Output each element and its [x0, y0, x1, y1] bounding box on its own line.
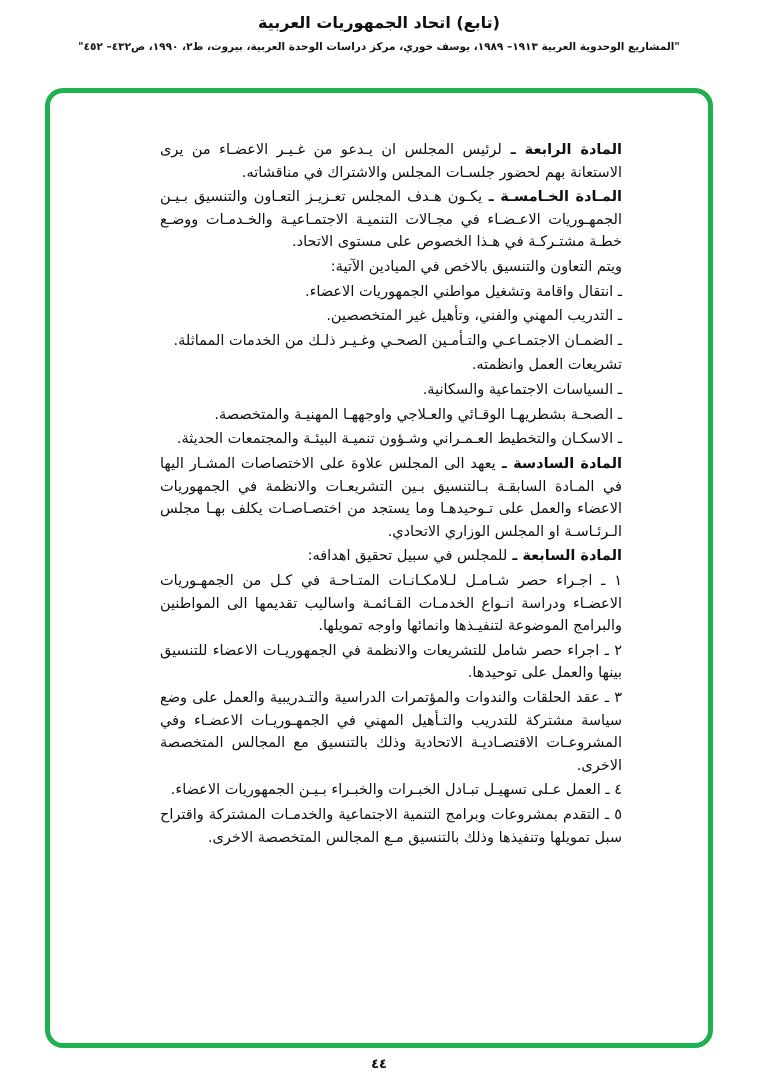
- page-header-title: (تابع) اتحاد الجمهوريات العربية: [258, 13, 500, 32]
- paragraph: [160, 640, 622, 685]
- paragraph: [160, 804, 622, 849]
- paragraph: [160, 779, 622, 802]
- paragraph: [160, 139, 622, 184]
- paragraph-text: يعهد الى المجلس علاوة على الاختصاصات المشـار اليها في المـادة السابقـة بـالتنسيق بـين التشريعـات والانظمة في الجمهوريات الاعضاء والعمل على تـوحيدهـا وما يستجد من اختصـاصـات يكلف بهـا مجلس الـرئـاسـة او المجلس الوزاري الاتحادي.: [160, 455, 622, 540]
- citation-line: "المشاريع الوحدوية العربية ١٩١٣– ١٩٨٩، يوسف خوري، مركز دراسات الوحدة العربية، بيروت، ط٢، ١٩٩٠، ص٤٣٢– ٤٥٢": [78, 41, 680, 53]
- paragraph-text: ـ انتقال واقامة وتشغيل مواطني الجمهوريات الاعضاء.: [304, 283, 622, 300]
- paragraph: [160, 281, 622, 304]
- paragraph: [160, 186, 622, 254]
- paragraph-text: تشريعات العمل وانظمته.: [471, 357, 622, 374]
- text-block: [50, 93, 708, 849]
- paragraph: [160, 379, 622, 402]
- paragraph-text: ـ الاسكـان والتخطيط العـمـراني وشـؤون تنميـة البيئـة والمجتمعات الحديثة.: [176, 431, 622, 448]
- page-number: ٤٤: [371, 1057, 387, 1072]
- paragraph: [160, 687, 622, 777]
- paragraph: [160, 330, 622, 353]
- article-heading: المادة الرابعة ـ: [501, 142, 622, 158]
- paragraph: [160, 545, 622, 568]
- paragraph-text: ٢ ـ اجراء حصر شامل للتشريعات والانظمة في الجمهوريـات الاعضاء للتنسيق بينها والعمل على توحيدها.: [160, 642, 622, 682]
- paragraph: [160, 428, 622, 451]
- article-heading: المادة السادسة ـ: [495, 455, 623, 472]
- paragraph-text: ـ الصحـة بشطريهـا الوقـائي والعـلاجي واوجههـا المهنيـة والمتخصصة.: [214, 406, 622, 423]
- paragraph: [160, 404, 622, 427]
- paragraph: [160, 305, 622, 328]
- paragraph-text: ٣ ـ عقد الحلقات والندوات والمؤتمرات الدراسية والتـدريبية والعمل على وضع سياسة مشتركة للتدريب والتـأهيل المهني في الجمهـوريـات الاعضـاء وفي المشروعـات الاقتصـاديـة الاتحادية وذلك بالتنسيق مع المجالس المتخصصة الاخرى.: [160, 690, 622, 774]
- paragraph-text: ١ ـ اجـراء حصر شـامـل لـلامكـانـات المتـاحـة في كـل من الجمهـوريات الاعضـاء ودراسة انـواع الخدمـات القـائمـة واساليب تقديمها الى المواطنين والبرامج الموضوعة لتنفيـذها وانمائها واوجه تمويلها.: [160, 572, 622, 635]
- paragraph-text: ٤ ـ العمل عـلى تسهيـل تبـادل الخبـرات والخبـراء بـيـن الجمهوريات الاعضاء.: [170, 782, 622, 799]
- article-heading: المادة السابعة ـ: [507, 548, 622, 565]
- paragraph: [160, 256, 622, 279]
- paragraph: [160, 354, 622, 377]
- paragraph-text: ويتم التعاون والتنسيق بالاخص في الميادين الآتية:: [330, 259, 622, 276]
- paragraph: [160, 570, 622, 638]
- paragraph-text: لرئيس المجلس ان يـدعو من غـيـر الاعضـاء من يرى الاستعانة بهم لحضور جلسـات المجلس والاشتراك في مناقشاته.: [160, 142, 622, 181]
- paragraph-text: للمجلس في سبيل تحقيق اهدافه:: [307, 548, 508, 565]
- paragraph-text: ـ التدريب المهني والفني، وتأهيل غير المتخصصين.: [326, 308, 622, 325]
- article-heading: المـادة الخـامسـة ـ: [482, 189, 622, 206]
- paragraph-text: ٥ ـ التقدم بمشروعات وبرامج التنمية الاجتماعية والخدمـات المشتركة واقتراح سبل تمويلها وتنفيذها وذلك بالتنسيق مـع المجالس المتخصصة الاخرى.: [160, 807, 622, 846]
- green-border-frame: [45, 88, 713, 1048]
- paragraph: [160, 453, 622, 543]
- paragraph-text: ـ السياسات الاجتماعية والسكانية.: [422, 382, 622, 399]
- paragraph-text: ـ الضمـان الاجتمـاعـي والتـأمـين الصحـي وغـيـر ذلـك من الخدمات المماثلة.: [173, 332, 622, 349]
- paragraph-text: يكـون هـدف المجلس تعـزيـز التعـاون والتنسيق بـيـن الجمهـوريات الاعـضـاء في مجـالات التنميـة الاجتمـاعيـة والخـدمـات ووضـع خطـة مشتـركـة في هـذا الخصوص على مستوى الاتحاد.: [160, 189, 622, 251]
